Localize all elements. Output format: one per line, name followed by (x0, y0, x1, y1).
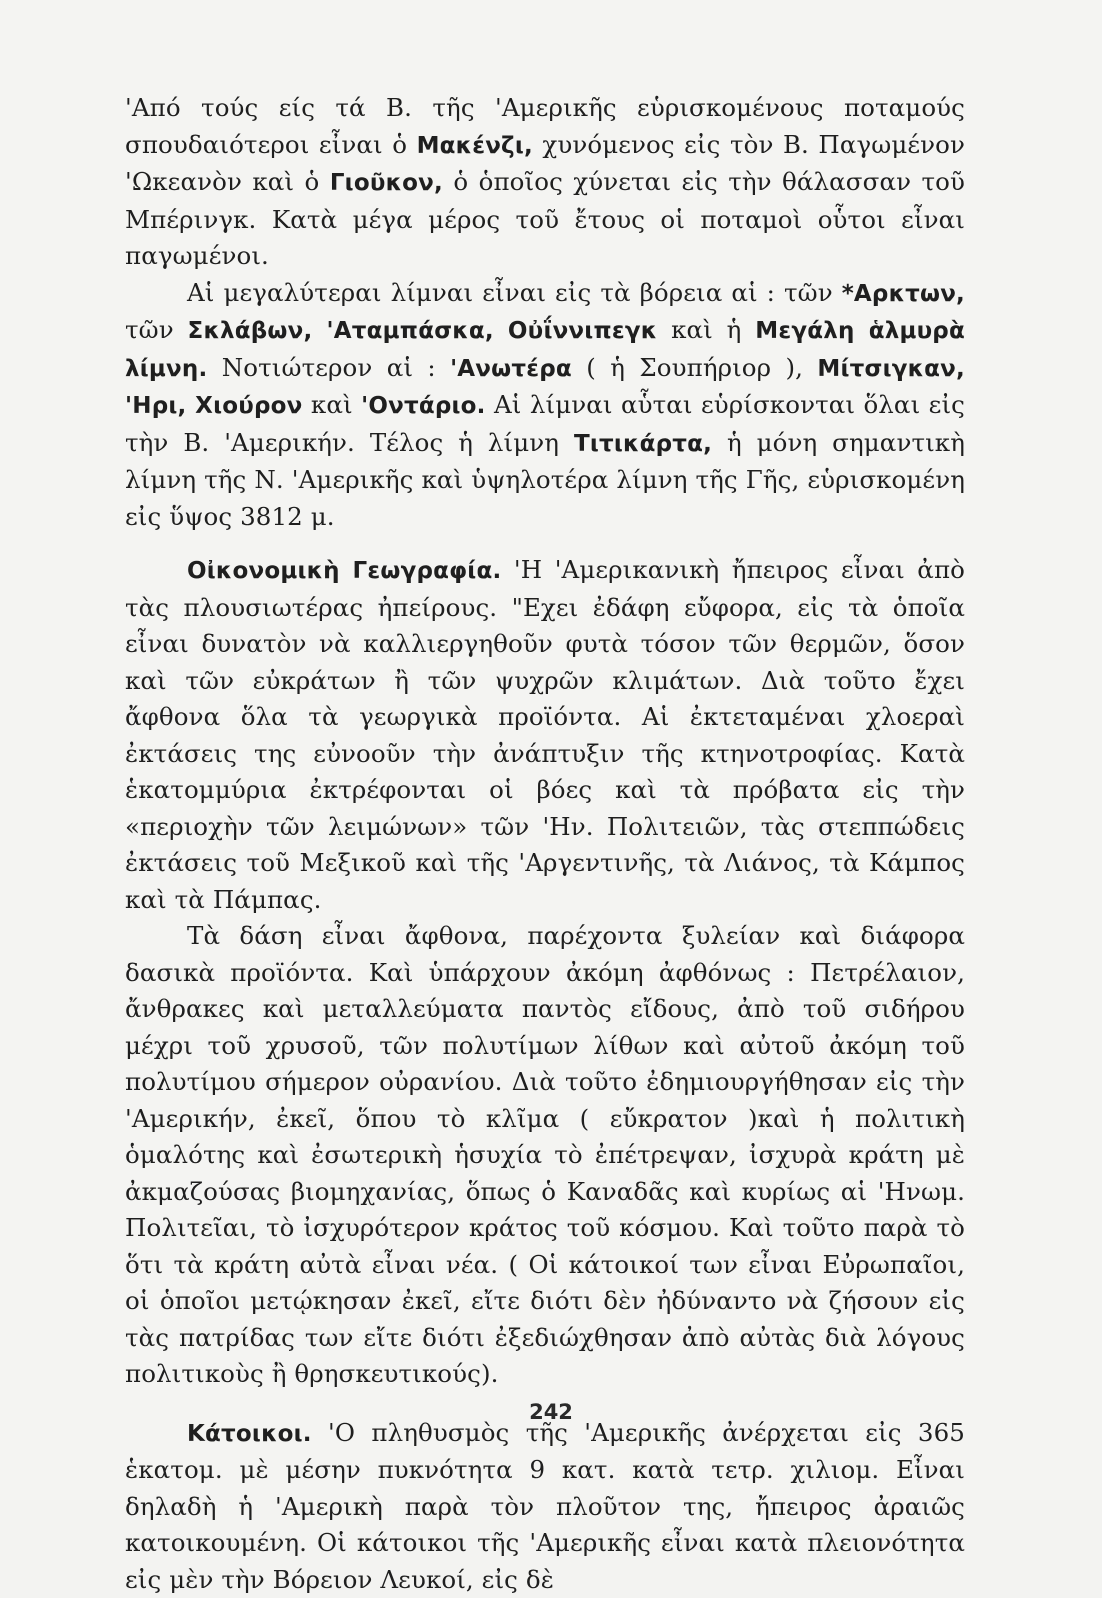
text-span: Αἱ μεγαλύτεραι λίμναι εἶναι εἰς τὰ βόρεια αἱ : τῶν (187, 278, 842, 307)
section-heading: Κάτοικοι. (187, 1421, 312, 1447)
paragraph-economic-geography (125, 552, 965, 918)
text-span: 'Από τούς είς τά Β. τῆς 'Αμερικῆς εὑρισκομένους ποταμούς σπουδαιότεροι εἶναι ὁ (125, 93, 965, 159)
bold-term: Σκλάβων, 'Αταμπάσκα, Οὐΐννιπεγκ (188, 318, 658, 344)
paragraph-lakes (125, 275, 965, 536)
section-heading: Οἰκονομικὴ Γεωγραφία. (187, 558, 501, 584)
bold-term: Μεγάλη ἁλμυρὰ λίμνη. (125, 318, 965, 382)
text-span: ὁ ὁποῖος χύνεται εἰς τὴν θάλασσαν τοῦ Μπέρινγκ. Κατὰ μέγα μέρος τοῦ ἔτους οἱ ποταμοὶ οὗτοι εἶναι παγωμένοι. (125, 167, 965, 270)
paragraph-rivers (125, 90, 965, 275)
page-number: 242 (0, 1400, 1102, 1424)
text-span: ἡ μόνη σημαντικὴ λίμνη τῆς Ν. 'Αμερικῆς καὶ ὑψηλοτέρα λίμνη τῆς Γῆς, εὑρισκομένη εἰς ὕψος 3812 μ. (125, 428, 965, 531)
text-span: Τὰ δάση εἶναι ἄφθονα, παρέχοντα ξυλείαν καὶ διάφορα δασικὰ προϊόντα. Καὶ ὑπάρχουν ἀκόμη ἀφθόνως : Πετρέλαιον, ἄνθρακες καὶ μεταλλεύματα παντὸς εἴδους, ἀπὸ τοῦ σιδήρου μέχρι τοῦ χρυσοῦ, τῶν πολυτίμων λίθων καὶ αὐτοῦ ἀκόμη τοῦ πολυτίμου σήμερον οὐρανίου. Διὰ τοῦτο ἐδημιουργήθησαν εἰς τὴν 'Αμερικήν, ἐκεῖ, ὅπου τὸ κλῖμα ( εὔκρατον )καὶ ἡ πολιτικὴ ὁμαλότης καὶ ἐσωτερικὴ ἡσυχία τὸ ἐπέτρεψαν, ἰσχυρὰ κράτη μὲ ἀκμαζούσας βιομηχανίας, ὅπως ὁ Καναδᾶς καὶ κυρίως αἱ 'Ηνωμ. Πολιτεῖαι, τὸ ἰσχυρότερον κράτος τοῦ κόσμου. Καὶ τοῦτο παρὰ τὸ ὅτι τὰ κράτη αὐτὰ εἶναι νέα. ( Οἱ κάτοικοί των εἶναι Εὐρωπαῖοι, οἱ ὁποῖοι μετῴκησαν ἐκεῖ, εἴτε διότι δὲν ἠδύναντο νὰ ζήσουν εἰς τὰς πατρίδας των εἴτε διότι ἐξεδιώχθησαν ἀπὸ αὐτὰς διὰ λόγους πολιτικοὺς ἢ θρησκευτικούς). (125, 921, 965, 1388)
paragraph-inhabitants (125, 1415, 965, 1598)
bold-term: Τιτικάρτα, (574, 431, 712, 457)
bold-term: Γιοῦκον, (330, 170, 443, 196)
text-span: ( ἡ Σουπήριορ ), (572, 353, 817, 382)
paragraph-gap (125, 535, 965, 552)
bold-term: *Αρκτων, (842, 281, 965, 307)
text-span: καὶ ἡ (657, 315, 755, 344)
text-span: καὶ (303, 390, 362, 419)
bold-term: 'Ανωτέρα (450, 356, 572, 382)
text-span: Νοτιώτερον αἱ : (207, 353, 450, 382)
bold-term: Μίτσιγκαν, 'Ηρι, Χιούρον (125, 356, 965, 420)
text-span: 'Ο πληθυσμὸς τῆς 'Αμερικῆς ἀνέρχεται εἰς 365 ἑκατομ. μὲ μέσην πυκνότητα 9 κατ. κατὰ τετρ. χιλιομ. Εἶναι δηλαδὴ ἡ 'Αμερικὴ παρὰ τὸν πλοῦτον της, ἤπειρος ἀραιῶς κατοικουμένη. Οἱ κάτοικοι τῆς 'Αμερικῆς εἶναι κατὰ πλειονότητα εἰς μὲν τὴν Βόρειον Λευκοί, εἰς δὲ (125, 1418, 965, 1594)
text-span: χυνόμενος εἰς τὸν Β. Παγωμένον 'Ωκεανὸν καὶ ὁ (125, 130, 965, 197)
text-span: Αἱ λίμναι αὗται εὑρίσκονται ὅλαι εἰς τὴν Β. 'Αμερικήν. Τέλος ἡ λίμνη (125, 390, 965, 457)
body-text (125, 90, 965, 1598)
text-span: τῶν (125, 315, 188, 344)
bold-term: Μακένζι, (417, 133, 533, 159)
paragraph-forests (125, 918, 965, 1393)
text-span: 'Η 'Αμερικανικὴ ἤπειρος εἶναι ἀπὸ τὰς πλουσιωτέρας ἠπείρους. "Εχει ἐδάφη εὔφορα, εἰς τὰ ὁποῖα εἶναι δυνατὸν νὰ καλλιεργηθοῦν φυτὰ τόσον τῶν θερμῶν, ὅσον καὶ τῶν εὐκράτων ἢ τῶν ψυχρῶν κλιμάτων. Διὰ τοῦτο ἔχει ἄφθονα ὅλα τὰ γεωργικὰ προϊόντα. Αἱ ἐκτεταμέναι χλοεραὶ ἐκτάσεις της εὐνοοῦν τὴν ἀνάπτυξιν τῆς κτηνοτροφίας. Κατὰ ἑκατομμύρια ἐκτρέφονται οἱ βόες καὶ τὰ πρόβατα εἰς τὴν «περιοχὴν τῶν λειμώνων» τῶν 'Ην. Πολιτειῶν, τὰς στεππώδεις ἐκτάσεις τοῦ Μεξικοῦ καὶ τῆς 'Αργεντινῆς, τὰ Λιάνος, τὰ Κάμπος καὶ τὰ Πάμπας. (125, 555, 965, 914)
bold-term: 'Οντάριο. (361, 393, 486, 419)
